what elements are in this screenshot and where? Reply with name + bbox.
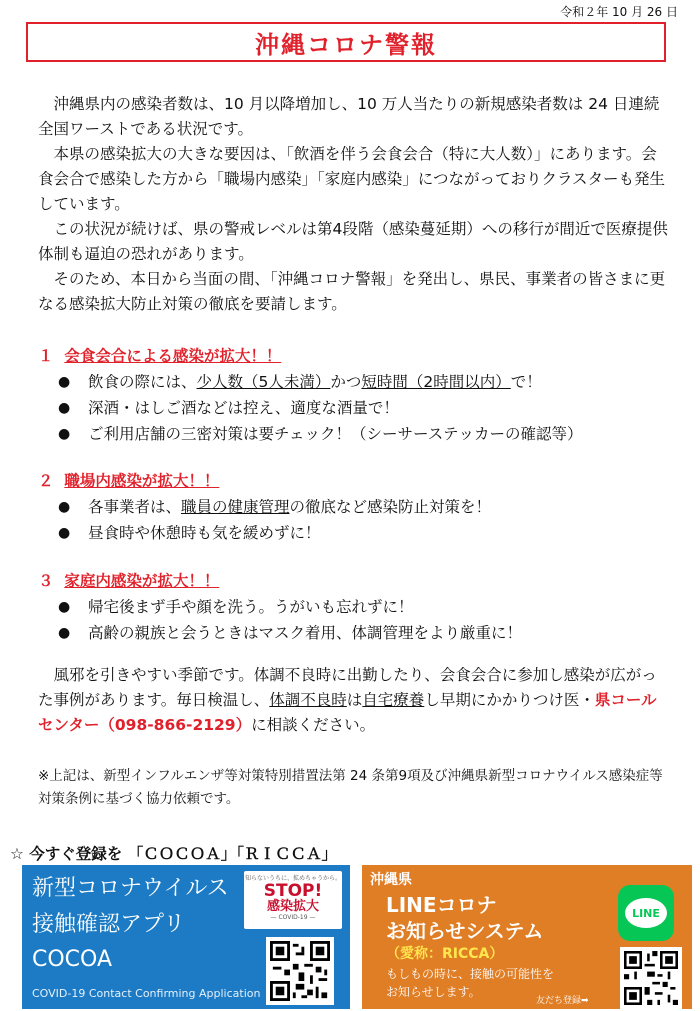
- closing-text: [38, 663, 670, 738]
- section-2-number: ２: [38, 472, 54, 490]
- section-1-list: [38, 369, 670, 447]
- page-title: 沖縄コロナ警報: [255, 30, 437, 59]
- item-underline: 職員の健康管理: [181, 498, 290, 516]
- cocoa-qr-code-icon[interactable]: [266, 937, 334, 1005]
- bullet-icon: ●: [58, 374, 71, 390]
- stop-badge: [244, 871, 342, 929]
- cocoa-line-3: COCOA: [32, 947, 113, 972]
- intro-paragraph-3: この状況が続けば、県の警戒レベルは第4段階（感染蔓延期）への移行が間近で医療提供体制も逼迫の恐れがあります。: [38, 220, 668, 263]
- closing-paragraph: [38, 663, 670, 738]
- line-logo-icon[interactable]: [618, 885, 674, 941]
- section-3: [38, 568, 670, 646]
- section-2-title: 職場内感染が拡大！！: [64, 472, 220, 490]
- item-underline: 短時間（2時間以内）: [361, 373, 511, 391]
- ricca-qr-code-icon[interactable]: [620, 947, 682, 1009]
- document-date: 令和２年 10 月 26 日: [560, 5, 678, 19]
- closing-text-1: 風邪を引きやすい季節です。体調不良時に出勤したり、会食会合に参加し感染が広がった事例があります。毎日検温し、: [38, 666, 657, 709]
- ricca-title-2: お知らせシステム: [386, 919, 544, 943]
- legal-note: ※上記は、新型インフルエンザ等対策特別措置法第 24 条第9項及び沖縄県新型コロナウイルス感染症等対策条例に基づく協力依頼です。: [38, 768, 663, 807]
- section-2: [38, 468, 670, 546]
- stop-badge-text: 感染拡大: [266, 899, 319, 914]
- item-text: 高齢の親族と会うときはマスク着用、体調管理をより厳重に！: [88, 624, 523, 642]
- cocoa-subtitle: COVID-19 Contact Confirming Application: [32, 987, 261, 1000]
- bullet-icon: ●: [58, 499, 71, 515]
- section-3-list: [38, 594, 670, 646]
- item-text: の徹底など感染防止対策を！: [289, 498, 492, 516]
- list-item: [58, 395, 670, 421]
- item-text: 飲食の際には、: [88, 373, 197, 391]
- list-item: [58, 369, 670, 395]
- item-text: かつ: [330, 373, 362, 391]
- item-text: 昼食時や休憩時も気を緩めずに！: [88, 524, 321, 542]
- cocoa-line-1: 新型コロナウイルス: [32, 876, 229, 901]
- bullet-icon: ●: [58, 599, 71, 615]
- section-2-heading: [38, 468, 670, 494]
- cocoa-line-2: 接触確認アプリ: [32, 912, 186, 937]
- ricca-nickname: （愛称：RICCA）: [386, 946, 504, 962]
- title-box: [26, 22, 666, 62]
- cocoa-banner[interactable]: [22, 865, 350, 1009]
- section-1-heading: [38, 343, 670, 369]
- bullet-icon: ●: [58, 625, 71, 641]
- friend-register-link[interactable]: 友だち登録➡: [536, 996, 589, 1006]
- section-1-number: １: [38, 347, 54, 365]
- closing-text-3: し早期にかかりつけ医・: [424, 691, 595, 709]
- section-2-list: [38, 494, 670, 546]
- ricca-description-1: もしもの時に、接触の可能性を: [386, 967, 555, 981]
- intro-paragraph-1: 沖縄県内の感染者数は、10 月以降増加し、10 万人当たりの新規感染者数は 24 日連続全国ワーストである状況です。: [38, 95, 660, 138]
- section-3-title: 家庭内感染が拡大！！: [64, 572, 220, 590]
- closing-text-2: は: [346, 691, 363, 709]
- item-text: で！: [510, 373, 542, 391]
- stop-badge-covid: — COVID-19 —: [270, 914, 316, 921]
- list-item: [58, 620, 670, 646]
- item-text: 深酒・はしご酒などは控え、適度な酒量で！: [88, 399, 399, 417]
- section-1: [38, 343, 670, 447]
- item-text: 帰宅後まず手や顔を洗う。うがいも忘れずに！: [88, 598, 414, 616]
- intro-paragraph-2: 本県の感染拡大の大きな要因は、「飲酒を伴う会食会合（特に大人数）」にあります。会食会合で感染した方から「職場内感染」「家庭内感染」につながっておりクラスターも発生しています。: [38, 145, 665, 213]
- bullet-icon: ●: [58, 525, 71, 541]
- list-item: [58, 520, 670, 546]
- ricca-description-2: お知らせします。: [386, 985, 481, 999]
- closing-text-4: に相談ください。: [251, 716, 376, 734]
- list-item: [58, 494, 670, 520]
- section-1-title: 会食会合による感染が拡大！！: [64, 347, 282, 365]
- ricca-banner[interactable]: [362, 865, 692, 1009]
- stop-badge-caption: 知らないうちに、拡めちゃうから。: [244, 875, 341, 882]
- ricca-title-1: LINEコロナ: [386, 893, 497, 917]
- ricca-prefecture: 沖縄県: [370, 872, 412, 888]
- bullet-icon: ●: [58, 400, 71, 416]
- item-text: 各事業者は、: [88, 498, 182, 516]
- bullet-icon: ●: [58, 426, 71, 442]
- line-logo-text: LINE: [625, 898, 667, 928]
- intro-paragraph-4: そのため、本日から当面の間、「沖縄コロナ警報」を発出し、県民、事業者の皆さまに更なる感染拡大防止対策の徹底を要請します。: [38, 270, 666, 313]
- item-underline: 少人数（5人未満）: [196, 373, 331, 391]
- list-item: [58, 421, 670, 447]
- section-3-heading: [38, 568, 670, 594]
- register-label: ☆ 今すぐ登録を 「ＣＯＣＯＡ」「ＲＩＣＣＡ」: [10, 845, 337, 863]
- list-item: [58, 594, 670, 620]
- item-text: ご利用店舗の三密対策は要チェック！（シーサーステッカーの確認等）: [88, 425, 583, 443]
- closing-underline-2: 自宅療養: [362, 691, 425, 709]
- stop-badge-stop: STOP!: [263, 881, 323, 901]
- closing-underline-1: 体調不良時: [269, 691, 347, 709]
- section-3-number: ３: [38, 572, 54, 590]
- call-center-contact: 県コールセンター（098-866-2129）: [38, 691, 657, 734]
- intro-block: [38, 92, 670, 317]
